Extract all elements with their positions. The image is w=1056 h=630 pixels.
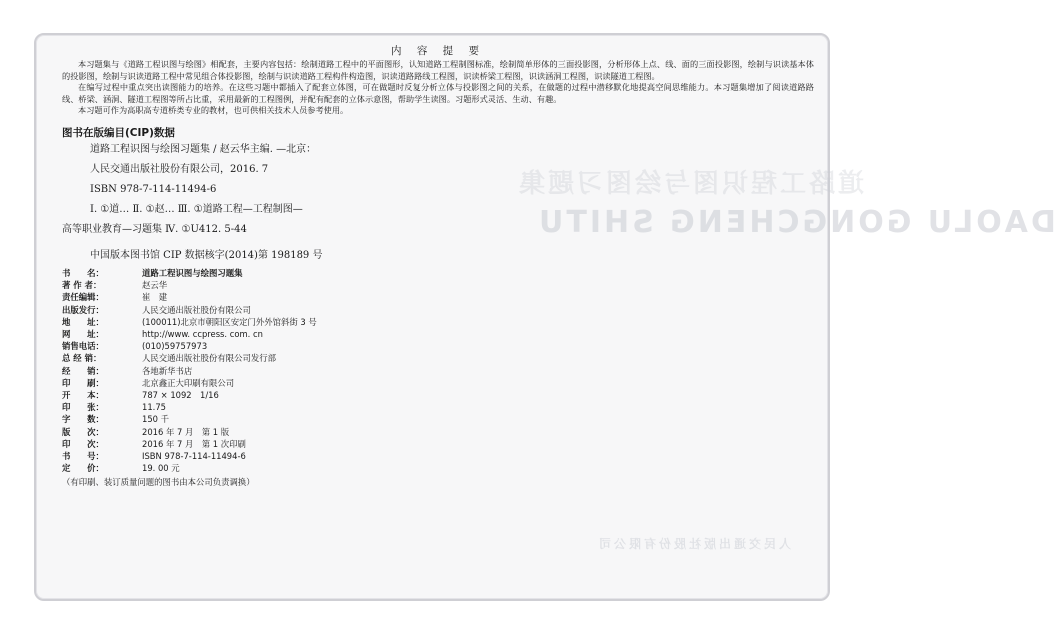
info-key: 字 数： (62, 414, 104, 425)
show-through-title: 道路工程识图与绘图习题集 (516, 169, 865, 199)
info-value: 崔 建 (142, 292, 168, 303)
info-key: 出版发行： (62, 304, 104, 315)
info-key: 地 址： (62, 316, 104, 327)
info-key: 定 价： (62, 463, 104, 474)
page-frame (34, 33, 1056, 601)
info-key: 印 次： (62, 438, 104, 449)
info-value: 787 × 1092 1/16 (142, 389, 219, 400)
publication-info-row (62, 316, 317, 328)
abstract-paragraph-3: 本习题可作为高职高专道桥类专业的教材，也可供相关技术人员参考使用。 (78, 105, 349, 116)
publication-info-row (62, 291, 317, 303)
publication-info-row (62, 450, 317, 462)
info-key: 版 次： (62, 426, 104, 437)
info-value: 人民交通出版社股份有限公司 (142, 304, 251, 315)
info-value: 各地新华书店 (142, 365, 193, 376)
show-through-pinyin: DAOLU GONGCHENG SHITU (536, 205, 1056, 240)
info-value: 150 千 (142, 414, 170, 425)
cip-block (62, 140, 814, 240)
info-value: (010)59757973 (142, 341, 208, 352)
info-value: 人民交通出版社股份有限公司发行部 (142, 353, 276, 364)
info-value: 北京鑫正大印刷有限公司 (142, 377, 235, 388)
publication-info-row (62, 413, 317, 425)
cip-title: 图书在版编目(CIP)数据 (62, 126, 175, 139)
info-value: 2016 年 7 月 第 1 次印刷 (142, 438, 246, 449)
info-key: 印 刷： (62, 377, 104, 388)
info-value: http://www. ccpress. com. cn (142, 329, 263, 339)
publication-info-row (62, 438, 317, 450)
quality-note: （有印刷、装订质量问题的图书由本公司负责调换） (62, 477, 255, 488)
copyright-page (62, 35, 814, 488)
publication-info-table (62, 267, 317, 474)
cip-line: 人民交通出版社股份有限公司，2016. 7 (90, 163, 269, 175)
info-key: 印 张： (62, 402, 104, 413)
info-value: 2016 年 7 月 第 1 版 (142, 426, 230, 437)
info-key: 书 号： (62, 450, 104, 461)
publication-info-row (62, 425, 317, 437)
publication-info-row (62, 389, 317, 401)
publication-info-row (62, 328, 317, 340)
abstract-paragraph-1: 本习题集与《道路工程识图与绘图》相配套，主要内容包括：绘制道路工程中的平面图形，认知道路工程制图标准，绘制简单形体的三面投影图，分析形体上点、线、面的三面投影图，绘制与识读基本体的投影图，绘制与识读道路工程中常见组合体投影图，绘制与识读道路工程构件构造图，识读道路路线工程图，识读桥梁工程图，识读涵洞工程图，识读隧道工程图。 (62, 59, 814, 81)
publication-info-row (62, 279, 317, 291)
info-value: (100011)北京市朝阳区安定门外外馆斜街 3 号 (142, 316, 317, 327)
info-value: 11.75 (142, 402, 166, 413)
show-through-publisher: 人民交通出版社股份有限公司 (596, 537, 792, 551)
info-key: 总 经 销： (62, 353, 102, 364)
info-value: 赵云华 (142, 280, 168, 291)
abstract-heading: 内 容 提 要 (390, 45, 485, 57)
publication-info-row (62, 304, 317, 316)
publication-info-row (62, 267, 317, 279)
info-key: 销售电话： (62, 341, 104, 352)
abstract (62, 59, 814, 117)
cip-line: 道路工程识图与绘图习题集 / 赵云华主编. —北京： (90, 143, 317, 155)
cip-line: Ⅰ. ①道… Ⅱ. ①赵… Ⅲ. ①道路工程—工程制图— (90, 203, 303, 215)
publication-info-row (62, 462, 317, 474)
publication-info-row (62, 401, 317, 413)
cip-line: ISBN 978-7-114-11494-6 (90, 183, 217, 195)
publication-info-row (62, 364, 317, 376)
abstract-paragraph-2: 在编写过程中重点突出读图能力的培养。在这些习题中都插入了配套立体图，可在做题时反复分析立体与投影图之间的关系，在做题的过程中潜移默化地提高空间思维能力。本习题集增加了阅读道路路线、桥梁、涵洞、隧道工程图等所占比重，采用最新的工程图例，并配有配套的立体示意图，帮助学生读图。习题形式灵活、生动、有趣。 (62, 82, 814, 104)
publication-info-row (62, 352, 317, 364)
info-key: 开 本： (62, 389, 104, 400)
info-key: 责任编辑： (62, 292, 104, 303)
info-key: 网 址： (62, 329, 104, 339)
publication-info-row (62, 340, 317, 352)
cip-line: 高等职业教育—习题集 Ⅳ. ①U412. 5-44 (62, 223, 247, 235)
info-value: 道路工程识图与绘图习题集 (142, 268, 243, 279)
info-key: 著 作 者： (62, 280, 102, 291)
info-value: 19. 00 元 (142, 463, 180, 474)
info-key: 书 名： (62, 268, 104, 279)
cip-number: 中国版本图书馆 CIP 数据核字(2014)第 198189 号 (90, 249, 323, 261)
info-key: 经 销： (62, 365, 104, 376)
info-value: ISBN 978-7-114-11494-6 (142, 450, 246, 461)
publication-info-row (62, 377, 317, 389)
